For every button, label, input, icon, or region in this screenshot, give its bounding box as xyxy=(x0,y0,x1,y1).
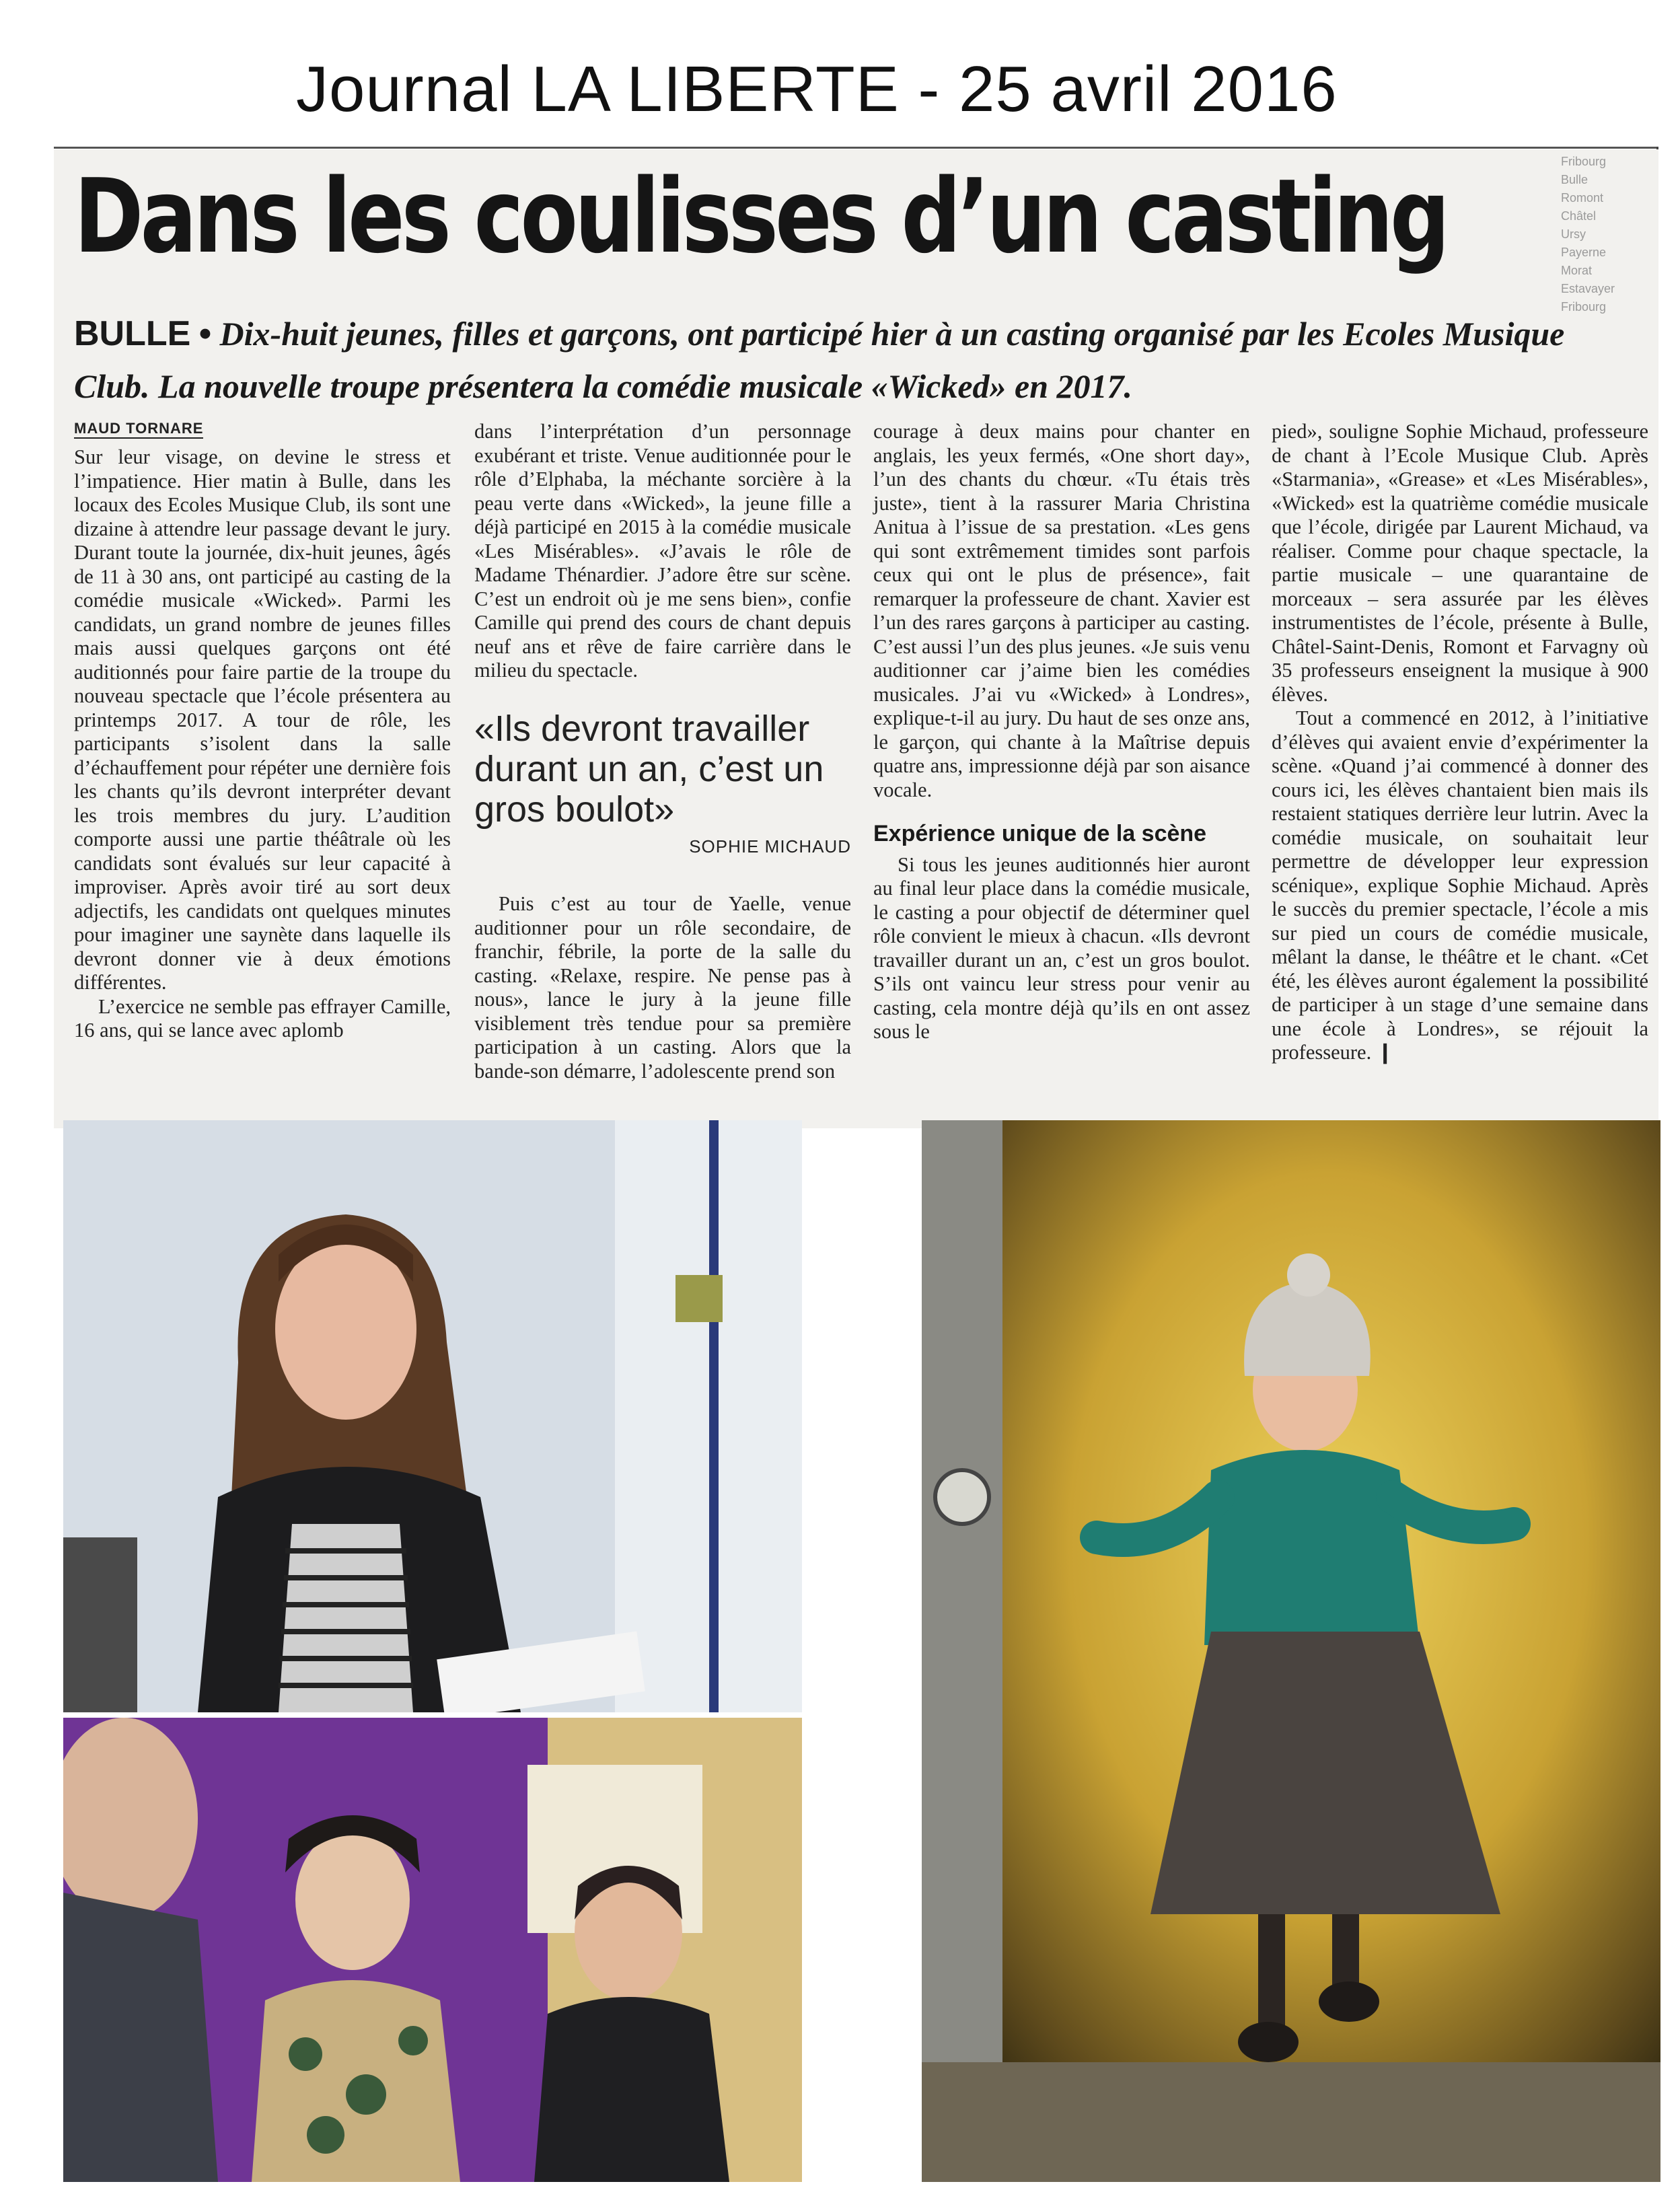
paragraph: L’exercice ne semble pas effrayer Camille, 16 ans, qui se lance avec aplomb xyxy=(74,994,451,1042)
lead-location: BULLE xyxy=(74,314,191,353)
clipping-edge xyxy=(54,147,1658,149)
paragraph: Si tous les jeunes auditionnés hier auront au final leur place dans la comédie musicale, le casting a pour objectif de déterminer quel rôle convient le mieux à chacun. «Ils devront travailler durant un an, c’est un gros boulot. S’ils ont vaincu leur stress pour venir au casting, cela montre déjà qu’ils en ont assez sous le xyxy=(873,852,1250,1043)
pull-quote-author: SOPHIE MICHAUD xyxy=(689,836,851,857)
article-column-2 xyxy=(474,420,851,1083)
photo-singer-illustration xyxy=(63,1120,802,1712)
photo-jury-illustration xyxy=(63,1718,802,2182)
photo-dancer xyxy=(922,1120,1660,2182)
bleed-line: Fribourg xyxy=(1561,300,1607,314)
bleed-through-text xyxy=(1561,153,1655,316)
pull-quote: «Ils devront travailler durant un an, c’est un gros boulot» xyxy=(474,708,824,830)
paragraph xyxy=(1272,706,1648,1065)
article-headline: Dans les coulisses d’un casting xyxy=(74,157,1447,276)
end-mark: ❙ xyxy=(1376,1041,1394,1064)
byline: MAUD TORNARE xyxy=(74,420,203,439)
photo-dancer-illustration xyxy=(922,1120,1660,2182)
lead-separator: • xyxy=(198,314,212,353)
bleed-line: Bulle xyxy=(1561,173,1588,186)
bleed-line: Payerne xyxy=(1561,246,1607,259)
article-column-3 xyxy=(873,420,1250,1044)
lead-text: Dix-huit jeunes, filles et garçons, ont participé hier à un casting organisé par les Ecoles Musique Club. La nouvelle troupe présentera la comédie musicale «Wicked» en 2017. xyxy=(74,315,1565,405)
paragraph: Sur leur visage, on devine le stress et l’impatience. Hier matin à Bulle, dans les locaux des Ecoles Musique Club, ils sont une dizaine à attendre leur passage devant le jury. Durant toute la journée, dix-huit jeunes, âgés de 11 à 30 ans, ont participé au casting de la comédie musicale «Wicked». Parmi les candidats, un grand nombre de jeunes filles mais aussi quelques garçons ont été auditionnés pour faire partie de la troupe du nouveau spectacle que l’école présentera au printemps 2017. A tour de rôle, les participants s’isolent dans la salle d’échauffement pour répéter une dernière fois les chants qu’ils devront interpréter devant les trois membres du jury. L’audition comporte aussi une partie théâtrale où les candidats sont évalués sur leur capacité à improviser. Après avoir tiré au sort deux adjectifs, les candidats ont quelques minutes pour imaginer une saynète dans laquelle ils devront donner vie à deux émotions différentes. xyxy=(74,445,451,994)
bleed-line: Châtel xyxy=(1561,209,1597,223)
bleed-line: Ursy xyxy=(1561,227,1586,241)
paragraph-text: Tout a commencé en 2012, à l’initiative d’élèves qui avaient envie d’expérimenter la scène. «Quand j’ai commencé à donner des cours ici, les élèves chantaient bien mais ils restaient statiques derrière leur lutrin. Avec la comédie musicale, on souhaitait leur permettre de développer leur expression scénique», explique Sophie Michaud. Après le succès du premier spectacle, l’école a mis sur pied un cours de comédie musicale, mêlant la danse, le théâtre et le chant. «Cet été, les élèves auront également la possibilité de participer à un stage d’une semaine dans une école à Londres», se réjouit la professeure. xyxy=(1272,706,1648,1064)
article-column-1 xyxy=(74,445,451,1043)
bleed-line: Fribourg xyxy=(1561,155,1607,168)
paragraph: Puis c’est au tour de Yaelle, venue auditionner pour un rôle secondaire, de franchir, fébrile, la porte de la salle du casting. «Relaxe, respire. Ne pense pas à nous», lance le jury à la jeune fille visiblement très tendue pour sa première participation à un casting. Alors que la bande-son démarre, l’adolescente prend son xyxy=(474,892,851,1083)
photo-jury xyxy=(63,1718,802,2182)
section-subhead: Expérience unique de la scène xyxy=(873,821,1207,846)
bleed-line: Estavayer xyxy=(1561,282,1615,295)
newspaper-clipping xyxy=(54,149,1658,1128)
bleed-line: Morat xyxy=(1561,264,1593,277)
photo-singer xyxy=(63,1120,802,1712)
paragraph: dans l’interprétation d’un personnage exubérant et triste. Venue auditionnée pour le rôle d’Elphaba, la méchante sorcière à la peau verte dans «Wicked», la jeune fille a déjà participé en 2015 à la comédie musicale «Les Misérables». «J’avais le rôle de Madame Thénardier. J’adore être sur scène. C’est un endroit où je me sens bien», confie Camille qui prend des cours de chant depuis neuf ans et rêve de faire carrière dans le milieu du spectacle. xyxy=(474,420,851,682)
document-caption: Journal LA LIBERTE - 25 avril 2016 xyxy=(296,53,1338,125)
article-column-4 xyxy=(1272,420,1648,1065)
article-lead xyxy=(74,307,1642,412)
paragraph: pied», souligne Sophie Michaud, professeure de chant à l’Ecole Musique Club. Après «Starmania», «Grease» et «Les Misérables», «Wicked» est la quatrième comédie musicale que l’école, dirigée par Laurent Michaud, va réaliser. Comme pour chaque spectacle, la partie musicale – une quarantaine de morceaux – sera assurée par les élèves instrumentistes de l’école, présente à Bulle, Châtel-Saint-Denis, Romont et Farvagny où 35 professeurs enseignent la musique à 900 élèves. xyxy=(1272,420,1648,706)
bleed-line: Romont xyxy=(1561,191,1604,205)
paragraph: courage à deux mains pour chanter en anglais, les yeux fermés, «One short day», l’un des chants du chœur. «Tu étais très juste», tient à la rassurer Maria Christina Anitua à l’issue de sa prestation. «Les gens qui sont extrêmement timides sont parfois ceux qui ont le plus de présence», fait remarquer la professeure de chant. Xavier est l’un des rares garçons à participer au casting. C’est aussi l’un des plus jeunes. «Je suis venu auditionner car j’aime bien les comédies musicales. J’ai vu «Wicked» à Londres», explique-t-il au jury. Du haut de ses onze ans, le garçon, qui chante à la Maîtrise depuis quatre ans, impressionne déjà par son aisance vocale. xyxy=(873,420,1250,801)
